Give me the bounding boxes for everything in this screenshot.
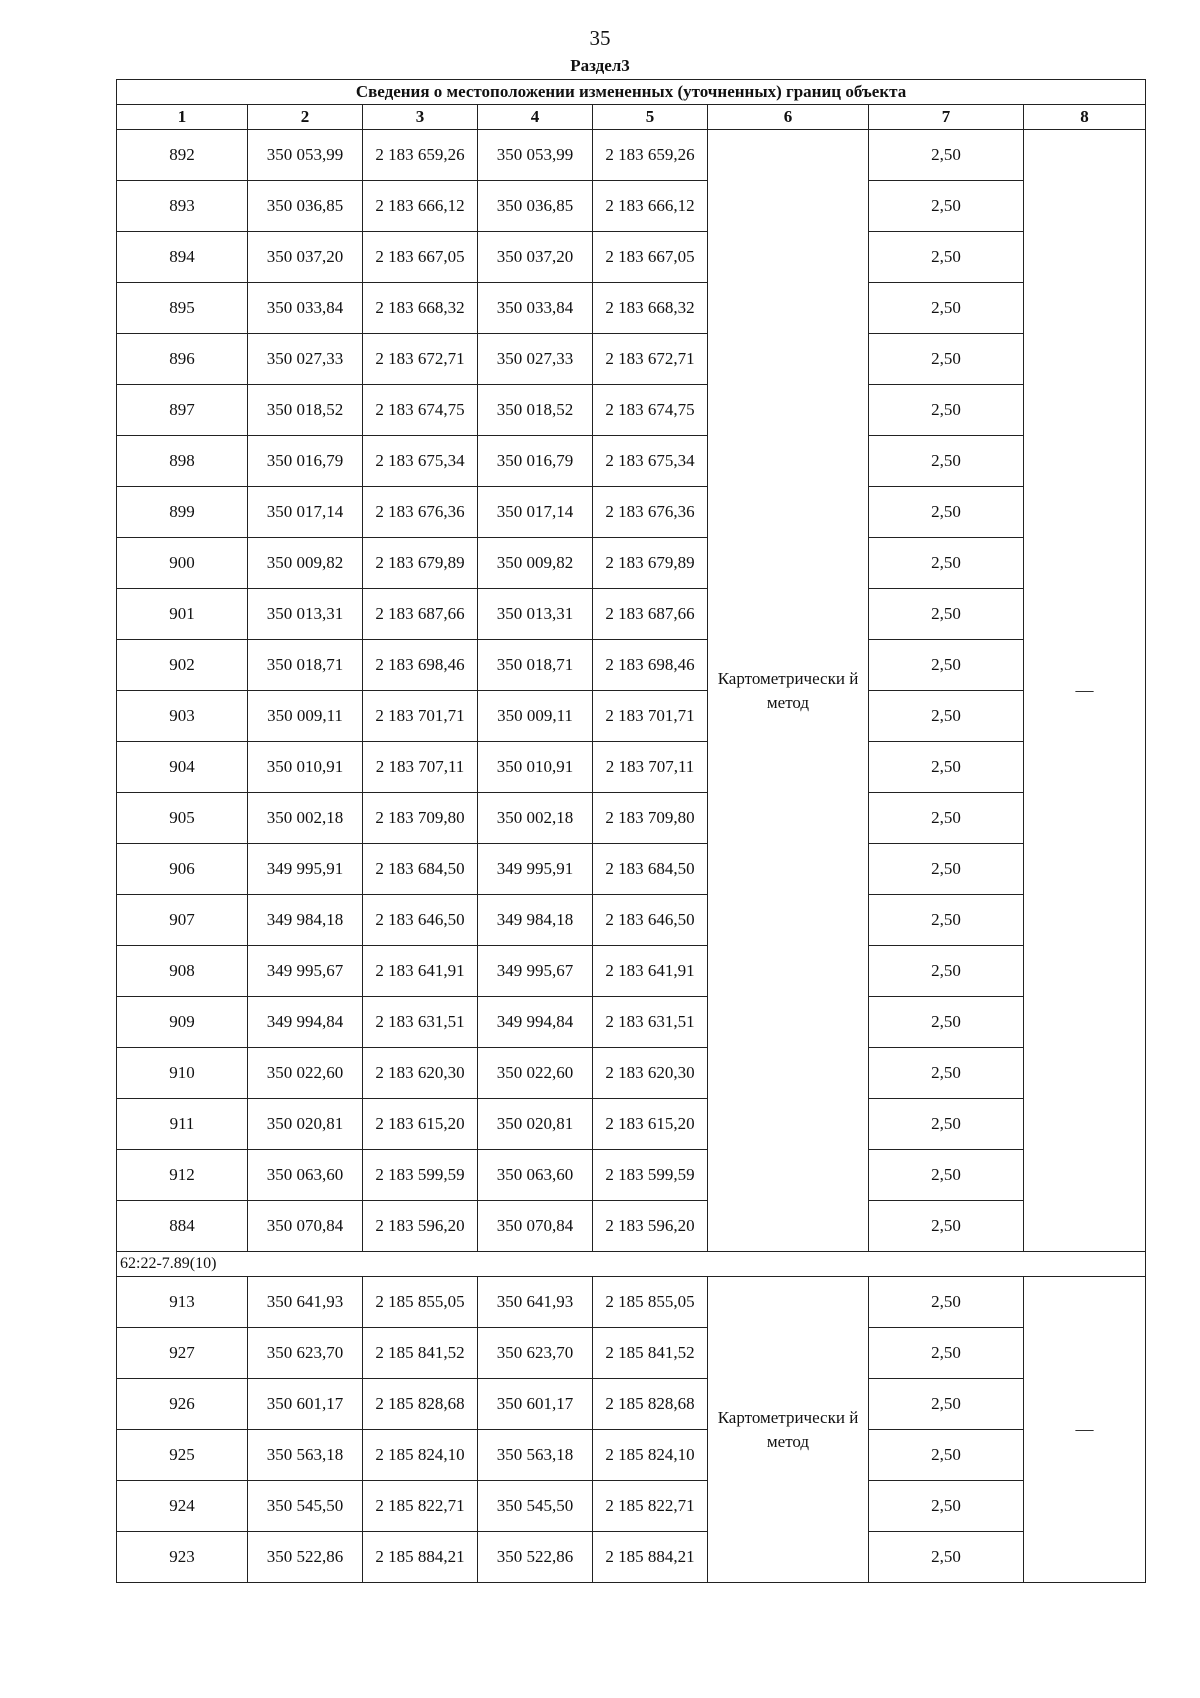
point-number-cell: 912 <box>117 1150 248 1201</box>
table-row <box>117 1048 1146 1099</box>
y-coord-new-cell: 2 183 679,89 <box>593 538 708 589</box>
y-coord-cell: 2 183 596,20 <box>363 1201 478 1252</box>
x-coord-cell: 350 016,79 <box>248 436 363 487</box>
x-coord-new-cell: 350 022,60 <box>478 1048 593 1099</box>
y-coord-new-cell: 2 183 596,20 <box>593 1201 708 1252</box>
x-coord-new-cell: 349 984,18 <box>478 895 593 946</box>
table-row <box>117 1099 1146 1150</box>
y-coord-new-cell: 2 183 631,51 <box>593 997 708 1048</box>
x-coord-cell: 350 013,31 <box>248 589 363 640</box>
group-label-row <box>117 1252 1146 1277</box>
x-coord-cell: 349 994,84 <box>248 997 363 1048</box>
x-coord-new-cell: 350 009,11 <box>478 691 593 742</box>
x-coord-new-cell: 349 994,84 <box>478 997 593 1048</box>
x-coord-cell: 350 037,20 <box>248 232 363 283</box>
x-coord-new-cell: 350 522,86 <box>478 1532 593 1583</box>
table-row <box>117 640 1146 691</box>
y-coord-cell: 2 183 620,30 <box>363 1048 478 1099</box>
x-coord-new-cell: 350 053,99 <box>478 130 593 181</box>
table-row <box>117 1481 1146 1532</box>
column-header-4: 4 <box>478 105 593 130</box>
table-row <box>117 997 1146 1048</box>
x-coord-new-cell: 350 010,91 <box>478 742 593 793</box>
y-coord-new-cell: 2 183 659,26 <box>593 130 708 181</box>
y-coord-new-cell: 2 185 822,71 <box>593 1481 708 1532</box>
x-coord-new-cell: 350 027,33 <box>478 334 593 385</box>
accuracy-cell: 2,50 <box>869 1150 1024 1201</box>
table-row <box>117 742 1146 793</box>
x-coord-cell: 350 020,81 <box>248 1099 363 1150</box>
point-number-cell: 924 <box>117 1481 248 1532</box>
point-number-cell: 926 <box>117 1379 248 1430</box>
x-coord-cell: 350 022,60 <box>248 1048 363 1099</box>
y-coord-new-cell: 2 183 684,50 <box>593 844 708 895</box>
table-row <box>117 589 1146 640</box>
boundary-coordinates-table <box>116 79 1146 1583</box>
point-number-cell: 901 <box>117 589 248 640</box>
x-coord-cell: 350 018,71 <box>248 640 363 691</box>
table-row <box>117 232 1146 283</box>
accuracy-cell: 2,50 <box>869 844 1024 895</box>
column-header-7: 7 <box>869 105 1024 130</box>
accuracy-cell: 2,50 <box>869 793 1024 844</box>
accuracy-cell: 2,50 <box>869 283 1024 334</box>
y-coord-cell: 2 185 828,68 <box>363 1379 478 1430</box>
accuracy-cell: 2,50 <box>869 997 1024 1048</box>
accuracy-cell: 2,50 <box>869 1430 1024 1481</box>
x-coord-new-cell: 349 995,91 <box>478 844 593 895</box>
point-number-cell: 906 <box>117 844 248 895</box>
y-coord-new-cell: 2 183 668,32 <box>593 283 708 334</box>
point-number-cell: 909 <box>117 997 248 1048</box>
accuracy-cell: 2,50 <box>869 1532 1024 1583</box>
y-coord-new-cell: 2 183 687,66 <box>593 589 708 640</box>
point-number-cell: 895 <box>117 283 248 334</box>
point-number-cell: 893 <box>117 181 248 232</box>
y-coord-new-cell: 2 185 884,21 <box>593 1532 708 1583</box>
point-number-cell: 911 <box>117 1099 248 1150</box>
table-row <box>117 487 1146 538</box>
accuracy-cell: 2,50 <box>869 1328 1024 1379</box>
y-coord-cell: 2 183 684,50 <box>363 844 478 895</box>
y-coord-new-cell: 2 183 620,30 <box>593 1048 708 1099</box>
accuracy-cell: 2,50 <box>869 742 1024 793</box>
x-coord-new-cell: 349 995,67 <box>478 946 593 997</box>
method-cell: Картометрически й метод <box>708 1277 869 1583</box>
point-number-cell: 913 <box>117 1277 248 1328</box>
x-coord-new-cell: 350 623,70 <box>478 1328 593 1379</box>
accuracy-cell: 2,50 <box>869 1277 1024 1328</box>
point-number-cell: 902 <box>117 640 248 691</box>
point-number-cell: 903 <box>117 691 248 742</box>
table-row <box>117 1379 1146 1430</box>
x-coord-cell: 350 018,52 <box>248 385 363 436</box>
y-coord-cell: 2 183 667,05 <box>363 232 478 283</box>
table-row <box>117 946 1146 997</box>
y-coord-cell: 2 185 841,52 <box>363 1328 478 1379</box>
y-coord-new-cell: 2 183 667,05 <box>593 232 708 283</box>
x-coord-new-cell: 350 037,20 <box>478 232 593 283</box>
y-coord-cell: 2 183 676,36 <box>363 487 478 538</box>
y-coord-cell: 2 183 668,32 <box>363 283 478 334</box>
point-number-cell: 927 <box>117 1328 248 1379</box>
x-coord-cell: 350 053,99 <box>248 130 363 181</box>
accuracy-cell: 2,50 <box>869 895 1024 946</box>
x-coord-cell: 350 545,50 <box>248 1481 363 1532</box>
y-coord-new-cell: 2 183 672,71 <box>593 334 708 385</box>
y-coord-cell: 2 185 884,21 <box>363 1532 478 1583</box>
point-number-cell: 899 <box>117 487 248 538</box>
y-coord-new-cell: 2 183 615,20 <box>593 1099 708 1150</box>
table-row <box>117 1430 1146 1481</box>
table-row <box>117 181 1146 232</box>
point-number-cell: 892 <box>117 130 248 181</box>
x-coord-new-cell: 350 601,17 <box>478 1379 593 1430</box>
x-coord-new-cell: 350 018,52 <box>478 385 593 436</box>
y-coord-new-cell: 2 183 646,50 <box>593 895 708 946</box>
point-number-cell: 894 <box>117 232 248 283</box>
y-coord-cell: 2 183 641,91 <box>363 946 478 997</box>
x-coord-cell: 349 995,67 <box>248 946 363 997</box>
x-coord-cell: 350 070,84 <box>248 1201 363 1252</box>
x-coord-new-cell: 350 009,82 <box>478 538 593 589</box>
x-coord-new-cell: 350 545,50 <box>478 1481 593 1532</box>
column-header-6: 6 <box>708 105 869 130</box>
x-coord-new-cell: 350 018,71 <box>478 640 593 691</box>
accuracy-cell: 2,50 <box>869 946 1024 997</box>
y-coord-cell: 2 183 666,12 <box>363 181 478 232</box>
x-coord-cell: 350 009,82 <box>248 538 363 589</box>
y-coord-new-cell: 2 183 675,34 <box>593 436 708 487</box>
description-cell: — <box>1024 130 1146 1252</box>
y-coord-cell: 2 183 646,50 <box>363 895 478 946</box>
method-cell: Картометрически й метод <box>708 130 869 1252</box>
x-coord-cell: 349 984,18 <box>248 895 363 946</box>
y-coord-new-cell: 2 183 666,12 <box>593 181 708 232</box>
accuracy-cell: 2,50 <box>869 181 1024 232</box>
x-coord-new-cell: 350 641,93 <box>478 1277 593 1328</box>
x-coord-new-cell: 350 013,31 <box>478 589 593 640</box>
y-coord-new-cell: 2 183 674,75 <box>593 385 708 436</box>
column-header-1: 1 <box>117 105 248 130</box>
accuracy-cell: 2,50 <box>869 691 1024 742</box>
y-coord-new-cell: 2 185 855,05 <box>593 1277 708 1328</box>
accuracy-cell: 2,50 <box>869 538 1024 589</box>
table-row <box>117 130 1146 181</box>
point-number-cell: 904 <box>117 742 248 793</box>
x-coord-cell: 350 027,33 <box>248 334 363 385</box>
table-row <box>117 1150 1146 1201</box>
y-coord-new-cell: 2 183 676,36 <box>593 487 708 538</box>
y-coord-cell: 2 185 822,71 <box>363 1481 478 1532</box>
table-row <box>117 1532 1146 1583</box>
accuracy-cell: 2,50 <box>869 487 1024 538</box>
y-coord-new-cell: 2 183 701,71 <box>593 691 708 742</box>
point-number-cell: 910 <box>117 1048 248 1099</box>
point-number-cell: 925 <box>117 1430 248 1481</box>
x-coord-cell: 350 036,85 <box>248 181 363 232</box>
x-coord-cell: 349 995,91 <box>248 844 363 895</box>
x-coord-cell: 350 563,18 <box>248 1430 363 1481</box>
point-number-cell: 907 <box>117 895 248 946</box>
x-coord-new-cell: 350 563,18 <box>478 1430 593 1481</box>
accuracy-cell: 2,50 <box>869 1201 1024 1252</box>
point-number-cell: 896 <box>117 334 248 385</box>
point-number-cell: 897 <box>117 385 248 436</box>
x-coord-cell: 350 033,84 <box>248 283 363 334</box>
column-header-2: 2 <box>248 105 363 130</box>
x-coord-new-cell: 350 002,18 <box>478 793 593 844</box>
point-number-cell: 905 <box>117 793 248 844</box>
y-coord-cell: 2 183 698,46 <box>363 640 478 691</box>
y-coord-cell: 2 183 687,66 <box>363 589 478 640</box>
x-coord-new-cell: 350 036,85 <box>478 181 593 232</box>
description-cell: — <box>1024 1277 1146 1583</box>
point-number-cell: 908 <box>117 946 248 997</box>
y-coord-new-cell: 2 183 707,11 <box>593 742 708 793</box>
table-row <box>117 844 1146 895</box>
point-number-cell: 884 <box>117 1201 248 1252</box>
accuracy-cell: 2,50 <box>869 436 1024 487</box>
y-coord-cell: 2 185 855,05 <box>363 1277 478 1328</box>
accuracy-cell: 2,50 <box>869 1048 1024 1099</box>
x-coord-new-cell: 350 017,14 <box>478 487 593 538</box>
page-number: 35 <box>589 26 611 50</box>
x-coord-new-cell: 350 070,84 <box>478 1201 593 1252</box>
accuracy-cell: 2,50 <box>869 130 1024 181</box>
y-coord-new-cell: 2 183 709,80 <box>593 793 708 844</box>
y-coord-cell: 2 183 679,89 <box>363 538 478 589</box>
column-header-3: 3 <box>363 105 478 130</box>
y-coord-cell: 2 183 631,51 <box>363 997 478 1048</box>
accuracy-cell: 2,50 <box>869 232 1024 283</box>
x-coord-cell: 350 010,91 <box>248 742 363 793</box>
x-coord-cell: 350 063,60 <box>248 1150 363 1201</box>
x-coord-cell: 350 641,93 <box>248 1277 363 1328</box>
table-row <box>117 283 1146 334</box>
x-coord-new-cell: 350 033,84 <box>478 283 593 334</box>
y-coord-new-cell: 2 185 828,68 <box>593 1379 708 1430</box>
table-row <box>117 385 1146 436</box>
table-row <box>117 1277 1146 1328</box>
y-coord-cell: 2 183 659,26 <box>363 130 478 181</box>
group-label: 62:22-7.89(10) <box>117 1252 1146 1277</box>
y-coord-cell: 2 183 707,11 <box>363 742 478 793</box>
y-coord-cell: 2 183 701,71 <box>363 691 478 742</box>
table-row <box>117 691 1146 742</box>
x-coord-cell: 350 522,86 <box>248 1532 363 1583</box>
accuracy-cell: 2,50 <box>869 589 1024 640</box>
y-coord-new-cell: 2 183 641,91 <box>593 946 708 997</box>
y-coord-new-cell: 2 183 698,46 <box>593 640 708 691</box>
x-coord-cell: 350 009,11 <box>248 691 363 742</box>
y-coord-new-cell: 2 185 841,52 <box>593 1328 708 1379</box>
y-coord-cell: 2 185 824,10 <box>363 1430 478 1481</box>
x-coord-cell: 350 017,14 <box>248 487 363 538</box>
x-coord-cell: 350 601,17 <box>248 1379 363 1430</box>
x-coord-cell: 350 623,70 <box>248 1328 363 1379</box>
column-header-5: 5 <box>593 105 708 130</box>
x-coord-new-cell: 350 020,81 <box>478 1099 593 1150</box>
table-row <box>117 538 1146 589</box>
x-coord-new-cell: 350 016,79 <box>478 436 593 487</box>
y-coord-cell: 2 183 674,75 <box>363 385 478 436</box>
accuracy-cell: 2,50 <box>869 1099 1024 1150</box>
y-coord-new-cell: 2 183 599,59 <box>593 1150 708 1201</box>
accuracy-cell: 2,50 <box>869 1379 1024 1430</box>
y-coord-cell: 2 183 675,34 <box>363 436 478 487</box>
column-header-8: 8 <box>1024 105 1146 130</box>
y-coord-cell: 2 183 709,80 <box>363 793 478 844</box>
x-coord-new-cell: 350 063,60 <box>478 1150 593 1201</box>
table-caption: Сведения о местоположении измененных (уточненных) границ объекта <box>117 80 1146 105</box>
point-number-cell: 898 <box>117 436 248 487</box>
table-row <box>117 1201 1146 1252</box>
accuracy-cell: 2,50 <box>869 334 1024 385</box>
y-coord-new-cell: 2 185 824,10 <box>593 1430 708 1481</box>
table-row <box>117 793 1146 844</box>
point-number-cell: 923 <box>117 1532 248 1583</box>
y-coord-cell: 2 183 599,59 <box>363 1150 478 1201</box>
y-coord-cell: 2 183 672,71 <box>363 334 478 385</box>
point-number-cell: 900 <box>117 538 248 589</box>
table-row <box>117 334 1146 385</box>
x-coord-cell: 350 002,18 <box>248 793 363 844</box>
y-coord-cell: 2 183 615,20 <box>363 1099 478 1150</box>
accuracy-cell: 2,50 <box>869 385 1024 436</box>
table-row <box>117 1328 1146 1379</box>
accuracy-cell: 2,50 <box>869 1481 1024 1532</box>
table-row <box>117 436 1146 487</box>
section-title: Раздел3 <box>570 56 630 75</box>
table-row <box>117 895 1146 946</box>
accuracy-cell: 2,50 <box>869 640 1024 691</box>
